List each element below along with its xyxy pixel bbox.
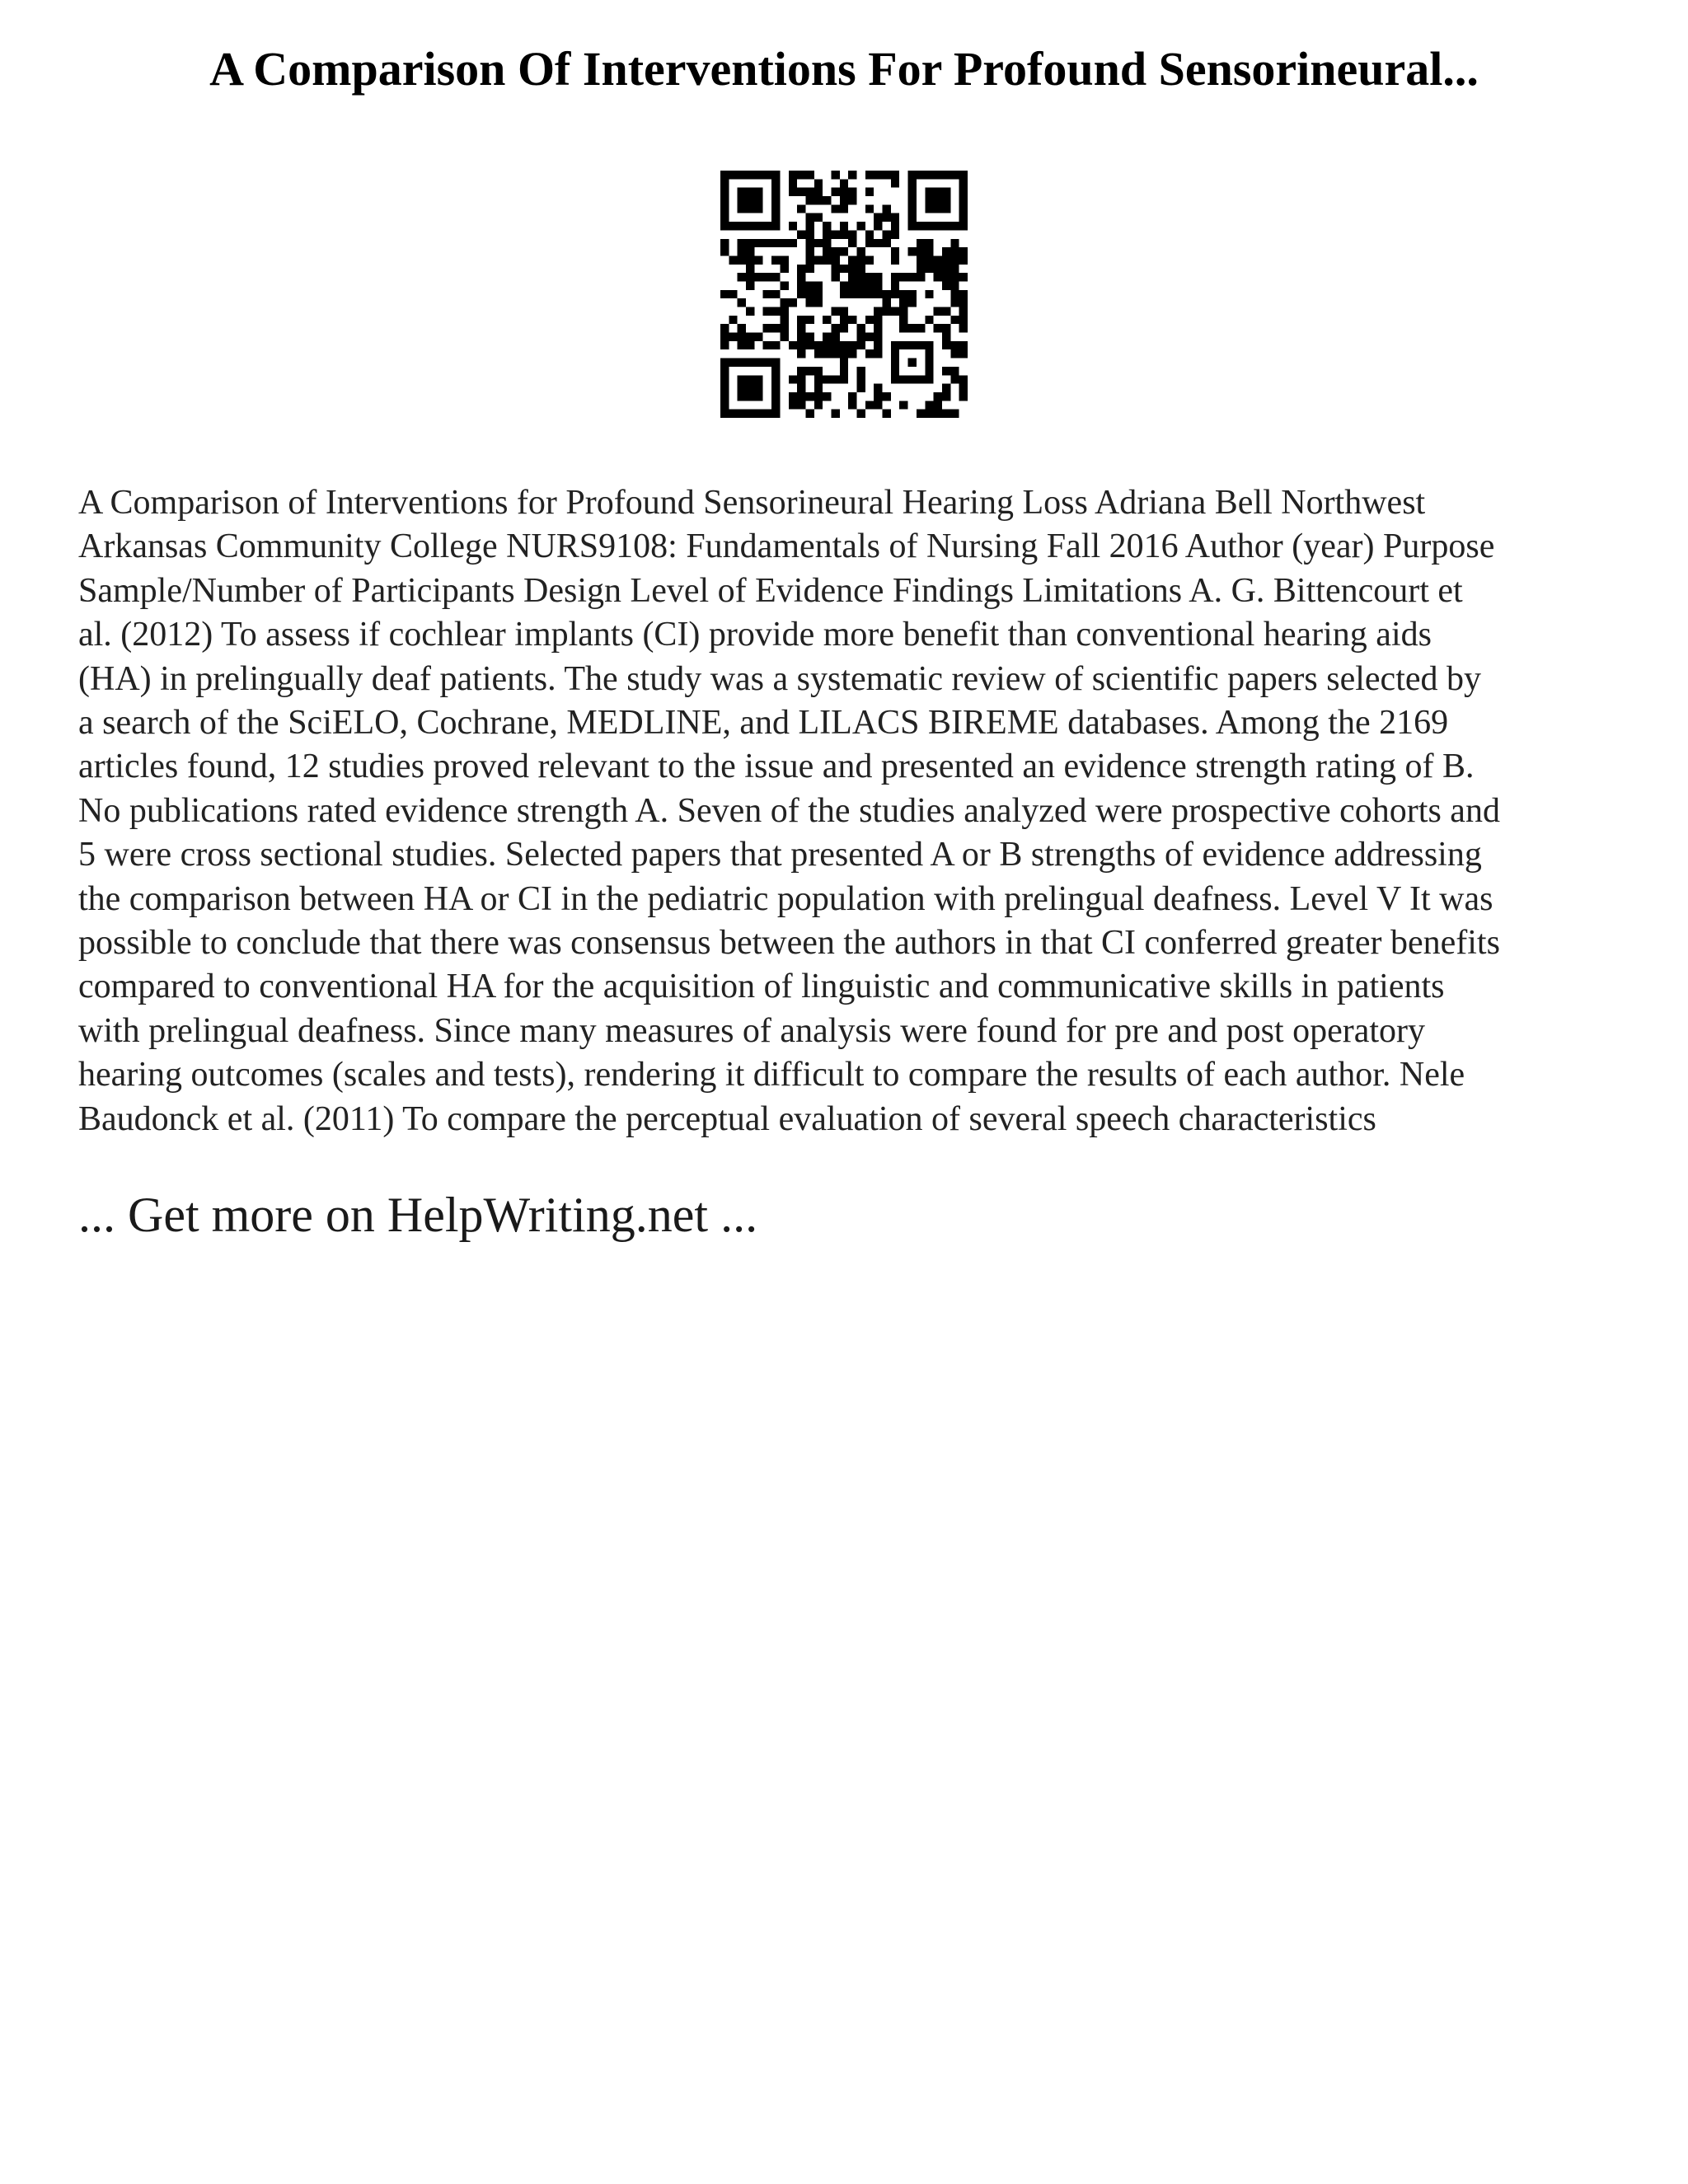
body-line: the comparison between HA or CI in the pediatric population with prelingual deafness. Level V It was [78,879,1493,918]
body-line: Sample/Number of Participants Design Level of Evidence Findings Limitations A. G. Bittencourt et [78,571,1463,610]
body-line: a search of the SciELO, Cochrane, MEDLINE, and LILACS BIREME databases. Among the 2169 [78,704,1449,743]
page-title: A Comparison Of Interventions For Profound Sensorineural... [209,42,1479,96]
body-line: No publications rated evidence strength A. Seven of the studies analyzed were prospective cohorts and [78,791,1500,830]
body-line: Baudonck et al. (2011) To compare the perceptual evaluation of several speech characteristics [78,1099,1376,1138]
body-line: 5 were cross sectional studies. Selected papers that presented A or B strengths of evidence addressing [78,836,1482,874]
body-line: possible to conclude that there was consensus between the authors in that CI conferred greater benefits [78,924,1500,963]
body-line: compared to conventional HA for the acquisition of linguistic and communicative skills in patients [78,968,1445,1006]
body-line: (HA) in prelingually deaf patients. The study was a systematic review of scientific papers selected by [78,659,1482,698]
body-line: al. (2012) To assess if cochlear implants (CI) provide more benefit than conventional hearing aids [78,616,1432,654]
body-line: hearing outcomes (scales and tests), rendering it difficult to compare the results of each author. Nele [78,1056,1465,1094]
body-line: articles found, 12 studies proved relevant to the issue and presented an evidence strength rating of B. [78,748,1475,786]
body-text [78,481,1628,1141]
qr-code-icon [720,171,968,418]
get-more-link[interactable]: ... Get more on HelpWriting.net ... [78,1188,758,1242]
body-line: with prelingual deafness. Since many measures of analysis were found for pre and post operatory [78,1011,1426,1050]
body-line: A Comparison of Interventions for Profound Sensorineural Hearing Loss Adriana Bell Northwest [78,484,1426,522]
body-line: Arkansas Community College NURS9108: Fundamentals of Nursing Fall 2016 Author (year) Purpose [78,527,1495,566]
